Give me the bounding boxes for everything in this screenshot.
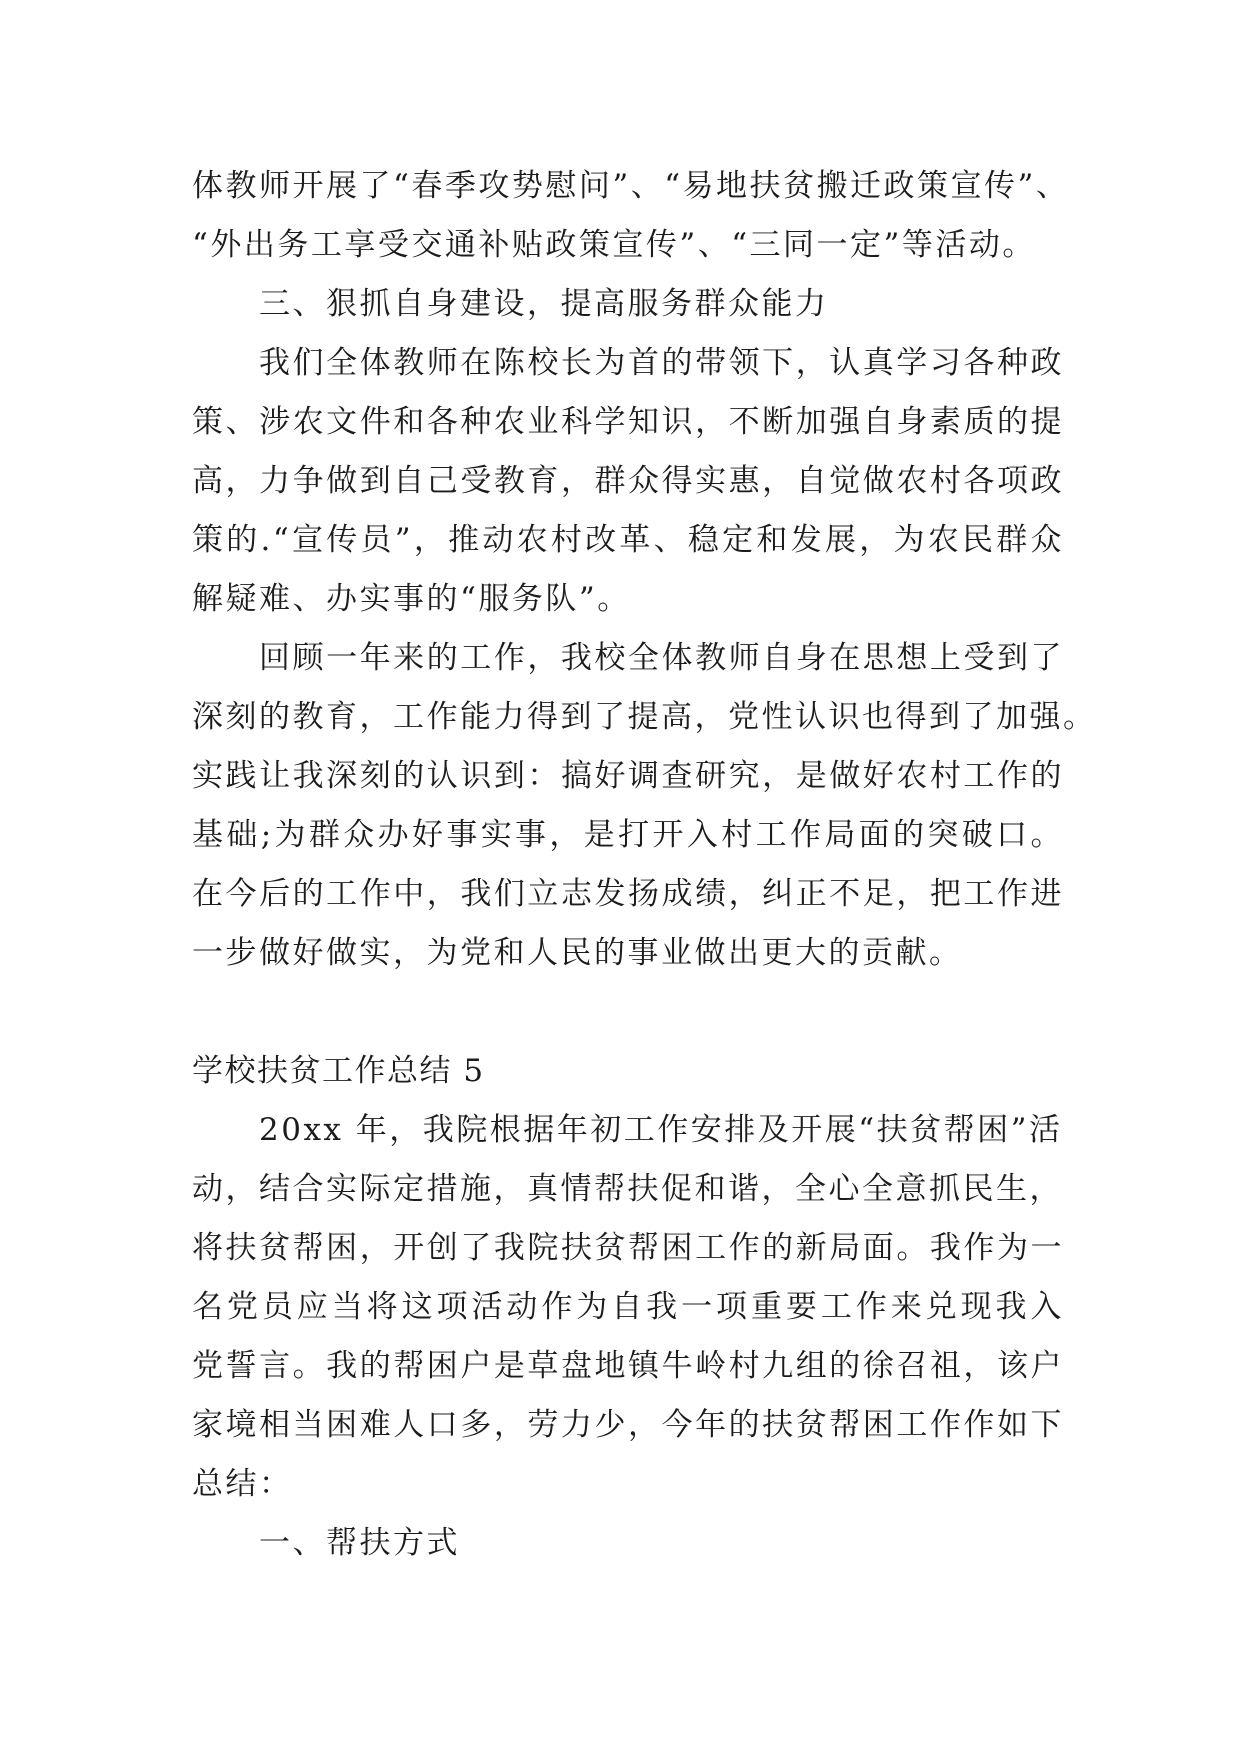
paragraph-self-building xyxy=(192,334,1241,629)
section-heading: 三、狠抓自身建设，提高服务群众能力 xyxy=(259,286,829,322)
text-line: 回顾一年来的工作，我校全体教师自身在思想上受到了 xyxy=(259,640,1064,676)
paragraph-review xyxy=(192,629,1241,983)
text-line: 在今后的工作中，我们立志发扬成绩，纠正不足，把工作进 xyxy=(192,876,1064,912)
text-line: 策、涉农文件和各种农业科学知识，不断加强自身素质的提 xyxy=(192,404,1064,440)
text-line: 20xx 年，我院根据年初工作安排及开展“扶贫帮困”活 xyxy=(259,1112,1063,1148)
text-line: 体教师开展了“春季攻势慰问”、“易地扶贫搬迁政策宣传”、 xyxy=(192,168,1070,204)
document-title: 学校扶贫工作总结 5 xyxy=(192,1053,485,1089)
text-line: 高，力争做到自己受教育，群众得实惠，自觉做农村各项政 xyxy=(192,463,1064,499)
paragraph-intro xyxy=(192,1101,1241,1514)
text-line: 党誓言。我的帮困户是草盘地镇牛岭村九组的徐召祖，该户 xyxy=(192,1348,1064,1384)
text-line: 基础;为群众办好事实事，是打开入村工作局面的突破口。 xyxy=(192,817,1064,853)
text-line: 总结： xyxy=(192,1466,293,1502)
continuation-paragraph xyxy=(192,157,1241,275)
text-line: 实践让我深刻的认识到：搞好调查研究，是做好农村工作的 xyxy=(192,758,1064,794)
text-line: 策的.“宣传员”，推动农村改革、稳定和发展，为农民群众 xyxy=(192,522,1064,558)
text-line: 将扶贫帮困，开创了我院扶贫帮困工作的新局面。我作为一 xyxy=(192,1230,1064,1266)
blank-line xyxy=(192,983,1241,1042)
text-line: 我们全体教师在陈校长为首的带领下，认真学习各种政 xyxy=(259,345,1064,381)
text-line: 一步做好做实，为党和人民的事业做出更大的贡献。 xyxy=(192,935,963,971)
text-line: 解疑难、办实事的“服务队”。 xyxy=(192,581,631,617)
section-heading: 一、帮扶方式 xyxy=(259,1525,460,1561)
text-line: “外出务工享受交通补贴政策宣传”、“三同一定”等活动。 xyxy=(192,227,1036,263)
text-line: 动，结合实际定措施，真情帮扶促和谐，全心全意抓民生， xyxy=(192,1171,1063,1207)
text-line: 名党员应当将这项活动作为自我一项重要工作来兑现我入 xyxy=(192,1289,1064,1325)
text-line: 深刻的教育，工作能力得到了提高，党性认识也得到了加强。 xyxy=(192,699,1097,735)
text-line: 家境相当困难人口多，劳力少，今年的扶贫帮困工作作如下 xyxy=(192,1407,1064,1443)
